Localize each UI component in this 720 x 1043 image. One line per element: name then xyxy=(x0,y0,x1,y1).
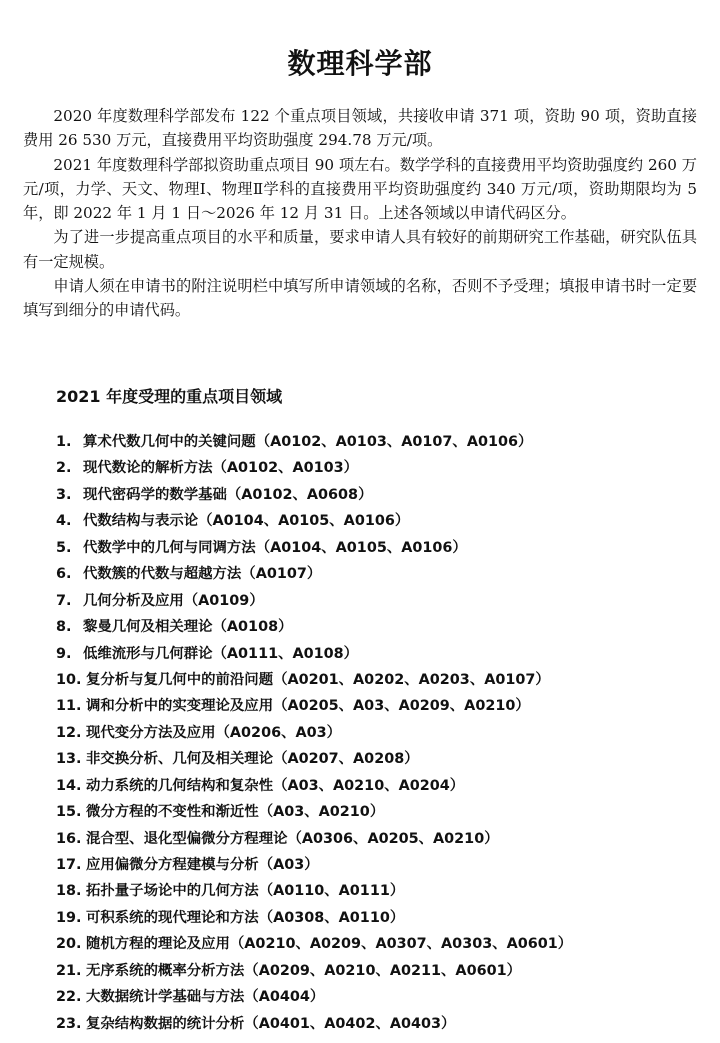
list-item xyxy=(56,614,572,640)
item-text: 黎曼几何及相关理论（A0108） xyxy=(83,619,293,636)
paragraph-funding-2021: 2021 年度数理科学部拟资助重点项目 90 项左右。数学学科的直接费用平均资助强度约 260 万元/项，力学、天文、物理Ⅰ、物理Ⅱ学科的直接费用平均资助强度约 340 万元/项，资助期限均为 5 年，即 2022 年 1 月 1 日～2026 年 12 月 31 日。上述各领域以申请代码区分。 xyxy=(23,155,697,223)
list-item xyxy=(56,561,572,587)
item-text: 现代密码学的数学基础（A0102、A0608） xyxy=(83,486,373,503)
item-text: 复杂结构数据的统计分析（A0401、A0402、A0403） xyxy=(86,1015,456,1032)
item-number: 15. xyxy=(56,804,82,821)
list-item xyxy=(56,799,572,825)
page-title: 数理科学部 xyxy=(287,47,433,80)
paragraph-requirements: 为了进一步提高重点项目的水平和质量，要求申请人具有较好的前期研究工作基础，研究队伍具有一定规模。 xyxy=(23,228,697,271)
list-item xyxy=(56,905,572,931)
item-number: 22. xyxy=(56,989,82,1006)
item-number: 19. xyxy=(56,909,82,926)
list-item xyxy=(56,588,572,614)
item-text: 现代变分方法及应用（A0206、A03） xyxy=(86,724,342,741)
item-number: 16. xyxy=(56,830,82,847)
item-text: 代数结构与表示论（A0104、A0105、A0106） xyxy=(83,513,410,530)
list-item xyxy=(56,429,572,455)
item-text: 无序系统的概率分析方法（A0209、A0210、A0211、A0601） xyxy=(86,962,522,979)
project-area-list xyxy=(56,429,572,1037)
item-text: 大数据统计学基础与方法（A0404） xyxy=(86,989,325,1006)
item-number: 9. xyxy=(56,645,72,662)
item-number: 21. xyxy=(56,962,82,979)
item-number: 2. xyxy=(56,460,72,477)
intro-text xyxy=(23,104,697,323)
paragraph-funding-2020: 2020 年度数理科学部发布 122 个重点项目领域，共接收申请 371 项，资助 90 项，资助直接费用 26 530 万元，直接费用平均资助强度 294.78 万元/项。 xyxy=(23,107,697,150)
item-text: 复分析与复几何中的前沿问题（A0201、A0202、A0203、A0107） xyxy=(86,671,550,688)
item-number: 10. xyxy=(56,671,82,688)
item-text: 拓扑量子场论中的几何方法（A0110、A0111） xyxy=(86,883,405,900)
item-text: 非交换分析、几何及相关理论（A0207、A0208） xyxy=(86,751,419,768)
item-text: 可积系统的现代理论和方法（A0308、A0110） xyxy=(86,909,405,926)
item-number: 13. xyxy=(56,751,82,768)
item-text: 调和分析中的实变理论及应用（A0205、A03、A0209、A0210） xyxy=(86,698,530,715)
item-text: 随机方程的理论及应用（A0210、A0209、A0307、A0303、A0601） xyxy=(86,936,573,953)
list-item xyxy=(56,984,572,1010)
item-text: 动力系统的几何结构和复杂性（A03、A0210、A0204） xyxy=(86,777,465,794)
list-item xyxy=(56,878,572,904)
list-item xyxy=(56,746,572,772)
item-number: 5. xyxy=(56,539,72,556)
item-number: 3. xyxy=(56,486,72,503)
item-text: 几何分析及应用（A0109） xyxy=(83,592,264,609)
list-item xyxy=(56,641,572,667)
list-item xyxy=(56,667,572,693)
item-number: 11. xyxy=(56,698,82,715)
list-item xyxy=(56,535,572,561)
list-item xyxy=(56,455,572,481)
item-text: 应用偏微分方程建模与分析（A03） xyxy=(86,857,319,873)
item-number: 6. xyxy=(56,566,72,583)
list-item xyxy=(56,826,572,852)
list-item xyxy=(56,958,572,984)
item-text: 代数学中的几何与同调方法（A0104、A0105、A0106） xyxy=(83,539,467,556)
list-item xyxy=(56,1011,572,1037)
list-item xyxy=(56,931,572,957)
item-text: 算术代数几何中的关键问题（A0102、A0103、A0107、A0106） xyxy=(83,434,533,450)
item-text: 低维流形与几何群论（A0111、A0108） xyxy=(83,645,359,662)
item-text: 代数簇的代数与超越方法（A0107） xyxy=(83,566,322,583)
item-number: 12. xyxy=(56,724,82,741)
item-number: 7. xyxy=(56,592,72,609)
item-number: 14. xyxy=(56,777,82,794)
item-number: 4. xyxy=(56,513,72,530)
item-number: 17. xyxy=(56,857,82,873)
list-item xyxy=(56,482,572,508)
item-number: 20. xyxy=(56,936,82,953)
list-item xyxy=(56,852,572,878)
list-item xyxy=(56,773,572,799)
list-item xyxy=(56,693,572,719)
item-number: 1. xyxy=(56,434,72,450)
item-number: 8. xyxy=(56,619,72,636)
paragraph-application-note: 申请人须在申请书的附注说明栏中填写所申请领域的名称，否则不予受理；填报申请书时一定要填写到细分的申请代码。 xyxy=(23,277,697,320)
item-number: 18. xyxy=(56,883,82,900)
section-heading: 2021 年度受理的重点项目领域 xyxy=(56,387,283,406)
list-item xyxy=(56,720,572,746)
item-text: 混合型、退化型偏微分方程理论（A0306、A0205、A0210） xyxy=(86,830,499,847)
item-text: 微分方程的不变性和渐近性（A03、A0210） xyxy=(86,804,385,821)
item-text: 现代数论的解析方法（A0102、A0103） xyxy=(83,460,359,477)
item-number: 23. xyxy=(56,1015,82,1032)
list-item xyxy=(56,508,572,534)
